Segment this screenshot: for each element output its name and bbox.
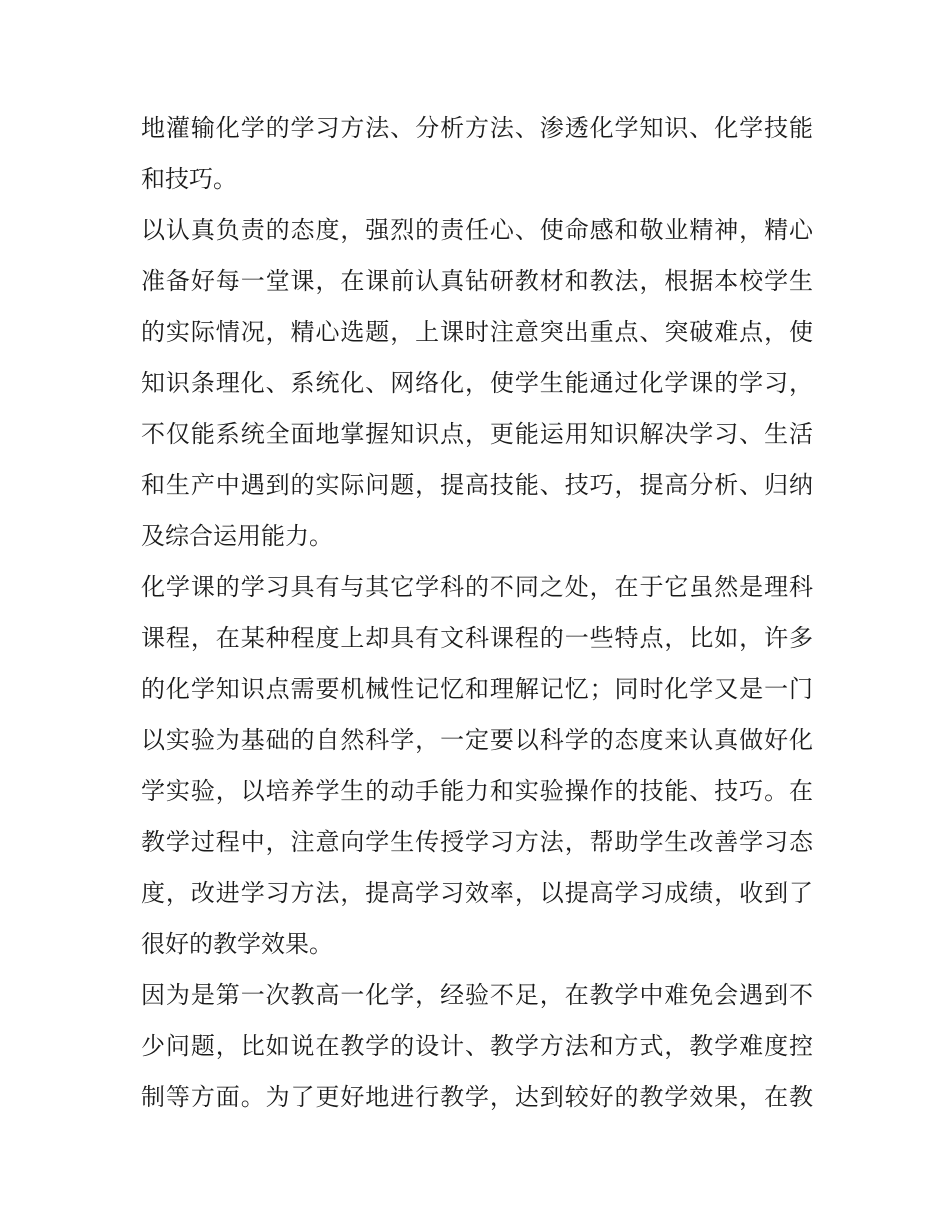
- text-line: 以实验为基础的自然科学，一定要以科学的态度来认真做好化: [141, 726, 813, 754]
- text-line: 不仅能系统全面地掌握知识点，更能运用知识解决学习、生活: [141, 420, 813, 448]
- document-body: [141, 103, 813, 1123]
- text-line: 和生产中遇到的实际问题，提高技能、技巧，提高分析、归纳: [141, 471, 813, 499]
- text-line: 的实际情况，精心选题，上课时注意突出重点、突破难点，使: [141, 318, 813, 346]
- text-line: 学实验，以培养学生的动手能力和实验操作的技能、技巧。在: [141, 777, 813, 805]
- text-line: 以认真负责的态度，强烈的责任心、使命感和敬业精神，精心: [141, 216, 813, 244]
- text-line: 知识条理化、系统化、网络化，使学生能通过化学课的学习，: [141, 369, 813, 397]
- text-line: 及综合运用能力。: [141, 522, 333, 550]
- text-line: 很好的教学效果。: [141, 930, 333, 958]
- text-line: 制等方面。为了更好地进行教学，达到较好的教学效果，在教: [141, 1083, 813, 1111]
- text-line: 和技巧。: [141, 165, 237, 193]
- text-line: 因为是第一次教高一化学，经验不足，在教学中难免会遇到不: [141, 981, 813, 1009]
- text-line: 准备好每一堂课，在课前认真钻研教材和教法，根据本校学生: [141, 267, 813, 295]
- text-line: 少问题，比如说在教学的设计、教学方法和方式，教学难度控: [141, 1032, 813, 1060]
- text-line: 地灌输化学的学习方法、分析方法、渗透化学知识、化学技能: [141, 114, 813, 142]
- text-line: 课程，在某种程度上却具有文科课程的一些特点，比如，许多: [141, 624, 813, 652]
- text-line: 教学过程中，注意向学生传授学习方法，帮助学生改善学习态: [141, 828, 813, 856]
- text-line: 度，改进学习方法，提高学习效率，以提高学习成绩，收到了: [141, 879, 813, 907]
- text-line: 化学课的学习具有与其它学科的不同之处，在于它虽然是理科: [141, 573, 813, 601]
- text-line: 的化学知识点需要机械性记忆和理解记忆；同时化学又是一门: [141, 675, 813, 703]
